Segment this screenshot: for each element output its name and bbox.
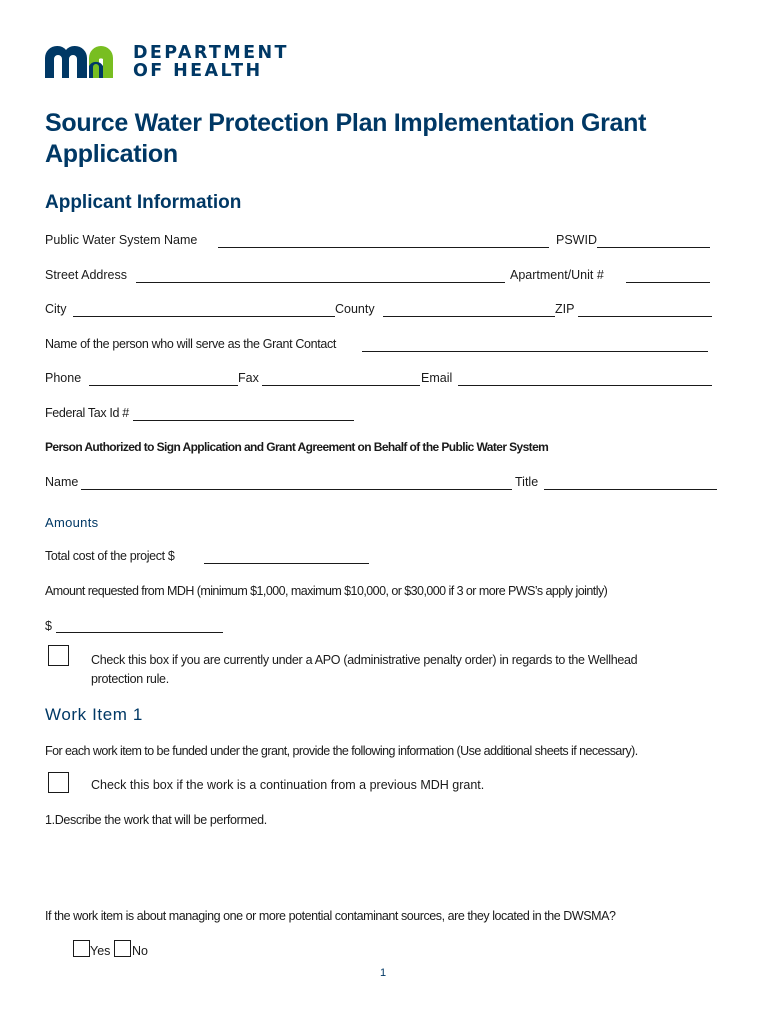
dollar-sign-label: $: [45, 619, 52, 633]
pswid-field[interactable]: [597, 247, 710, 248]
no-label: No: [132, 944, 148, 958]
fax-label: Fax: [238, 371, 259, 385]
federal-tax-id-label: Federal Tax Id #: [45, 406, 129, 420]
zip-field[interactable]: [578, 316, 712, 317]
email-label: Email: [421, 371, 453, 385]
amounts-heading: Amounts: [45, 515, 99, 530]
apo-checkbox[interactable]: [48, 645, 69, 666]
applicant-info-heading: Applicant Information: [45, 192, 242, 213]
zip-label: ZIP: [555, 302, 575, 316]
logo-text-line2: OF HEALTH: [133, 61, 263, 81]
work-item-heading: Work Item 1: [45, 705, 143, 724]
describe-work-label: 1.Describe the work that will be performed.: [45, 813, 267, 827]
mn-logo-icon: [45, 44, 123, 78]
city-label: City: [45, 302, 67, 316]
describe-work-area[interactable]: [45, 835, 710, 900]
name-field[interactable]: [81, 489, 512, 490]
apartment-field[interactable]: [626, 282, 710, 283]
fax-field[interactable]: [262, 385, 420, 386]
authorized-person-heading: Person Authorized to Sign Application and Grant Agreement on Behalf of the Public Water System: [45, 440, 549, 454]
amount-requested-label: Amount requested from MDH (minimum $1,000, maximum $10,000, or $30,000 if 3 or more PWS’s apply jointly): [45, 584, 608, 598]
total-cost-field[interactable]: [204, 563, 369, 564]
title-field[interactable]: [544, 489, 717, 490]
logo-text-line1: DEPARTMENT: [133, 43, 289, 63]
yes-checkbox[interactable]: [73, 940, 90, 957]
street-address-field[interactable]: [136, 282, 505, 283]
continuation-checkbox-label: Check this box if the work is a continuation from a previous MDH grant.: [91, 778, 485, 792]
page-title: Source Water Protection Plan Implementation Grant Application: [45, 109, 647, 168]
page-number: 1: [380, 967, 387, 979]
pws-name-label: Public Water System Name: [45, 233, 198, 247]
total-cost-label: Total cost of the project $: [45, 549, 175, 563]
yes-label: Yes: [90, 944, 111, 958]
title-label: Title: [515, 475, 539, 489]
phone-field[interactable]: [89, 385, 238, 386]
no-checkbox[interactable]: [114, 940, 131, 957]
grant-contact-label: Name of the person who will serve as the Grant Contact: [45, 337, 336, 351]
county-field[interactable]: [383, 316, 555, 317]
phone-label: Phone: [45, 371, 82, 385]
amount-requested-field[interactable]: [56, 632, 223, 633]
apartment-label: Apartment/Unit #: [510, 268, 604, 282]
contaminant-question: If the work item is about managing one or more potential contaminant sources, are they located in the DWSMA?: [45, 909, 616, 923]
name-label: Name: [45, 475, 79, 489]
grant-contact-field[interactable]: [362, 351, 708, 352]
county-label: County: [335, 302, 375, 316]
apo-checkbox-label: Check this box if you are currently under a APO (administrative penalty order) in regards to the Wellhead protection rule.: [91, 653, 638, 686]
mdh-logo: [45, 42, 289, 81]
work-item-instructions: For each work item to be funded under the grant, provide the following information (Use additional sheets if necessary).: [45, 744, 638, 758]
federal-tax-id-field[interactable]: [133, 420, 354, 421]
pws-name-field[interactable]: [218, 247, 549, 248]
pswid-label: PSWID: [556, 233, 597, 247]
street-address-label: Street Address: [45, 268, 127, 282]
email-field[interactable]: [458, 385, 712, 386]
continuation-checkbox[interactable]: [48, 772, 69, 793]
city-field[interactable]: [73, 316, 335, 317]
